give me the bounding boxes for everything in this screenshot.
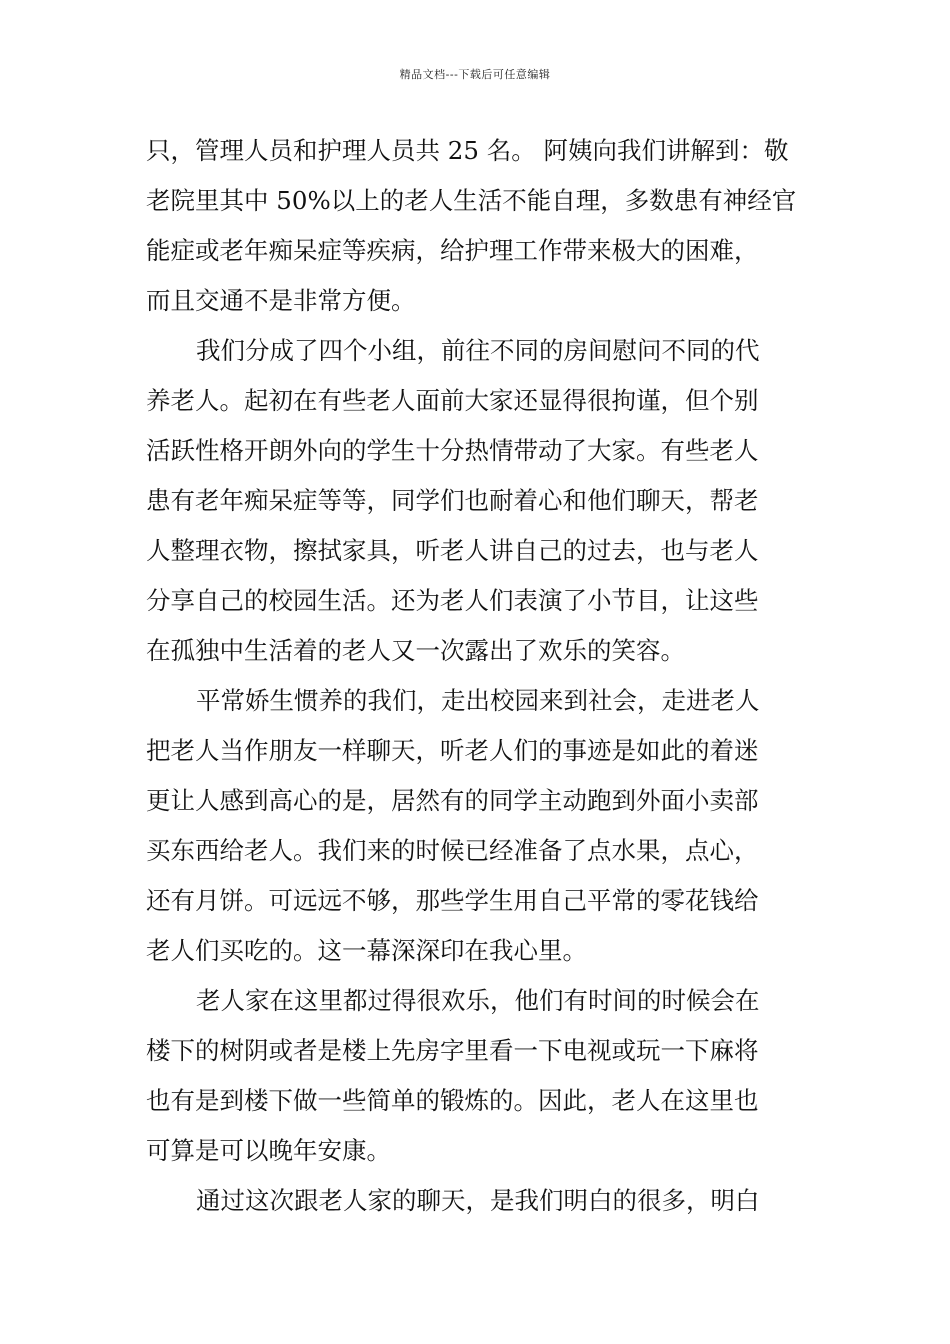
text-line: 分享自己的校园生活。还为老人们表演了小节目，让这些	[146, 586, 759, 615]
text-line: 还有月饼。可远远不够，那些学生用自己平常的零花钱给	[146, 886, 759, 915]
text-line: 老院里其中 50%以上的老人生活不能自理，多数患有神经官	[146, 186, 797, 215]
paragraph	[146, 1176, 806, 1226]
paragraph	[146, 976, 806, 1176]
text-line: 患有老年痴呆症等等，同学们也耐着心和他们聊天，帮老	[146, 486, 759, 515]
text-line: 平常娇生惯养的我们，走出校园来到社会，走进老人	[196, 686, 760, 715]
page-header: 精品文档---下载后可任意编辑	[399, 68, 551, 81]
paragraph	[146, 326, 806, 676]
text-line: 能症或老年痴呆症等疾病，给护理工作带来极大的困难，	[146, 236, 759, 265]
paragraph	[146, 676, 806, 976]
text-line: 也有是到楼下做一些简单的锻炼的。因此，老人在这里也	[146, 1086, 759, 1115]
text-line: 只，管理人员和护理人员共 25 名。 阿姨向我们讲解到：敬	[146, 136, 789, 165]
text-line: 在孤独中生活着的老人又一次露出了欢乐的笑容。	[146, 636, 685, 665]
text-line: 可算是可以晚年安康。	[146, 1136, 391, 1165]
text-line: 养老人。起初在有些老人面前大家还显得很拘谨，但个别	[146, 386, 759, 415]
text-line: 更让人感到高心的是，居然有的同学主动跑到外面小卖部	[146, 786, 759, 815]
text-line: 把老人当作朋友一样聊天，听老人们的事迹是如此的着迷	[146, 736, 759, 765]
document-body	[146, 126, 806, 1226]
text-line: 买东西给老人。我们来的时候已经准备了点水果，点心，	[146, 836, 759, 865]
text-line: 而且交通不是非常方便。	[146, 286, 416, 315]
text-line: 老人家在这里都过得很欢乐，他们有时间的时候会在	[196, 986, 760, 1015]
text-line: 楼下的树阴或者是楼上先房字里看一下电视或玩一下麻将	[146, 1036, 759, 1065]
text-line: 活跃性格开朗外向的学生十分热情带动了大家。有些老人	[146, 436, 759, 465]
text-line: 我们分成了四个小组，前往不同的房间慰问不同的代	[196, 336, 760, 365]
text-line: 老人们买吃的。这一幕深深印在我心里。	[146, 936, 587, 965]
text-line: 通过这次跟老人家的聊天，是我们明白的很多，明白	[196, 1186, 760, 1215]
text-line: 人整理衣物，擦拭家具，听老人讲自己的过去，也与老人	[146, 536, 759, 565]
paragraph	[146, 126, 806, 326]
